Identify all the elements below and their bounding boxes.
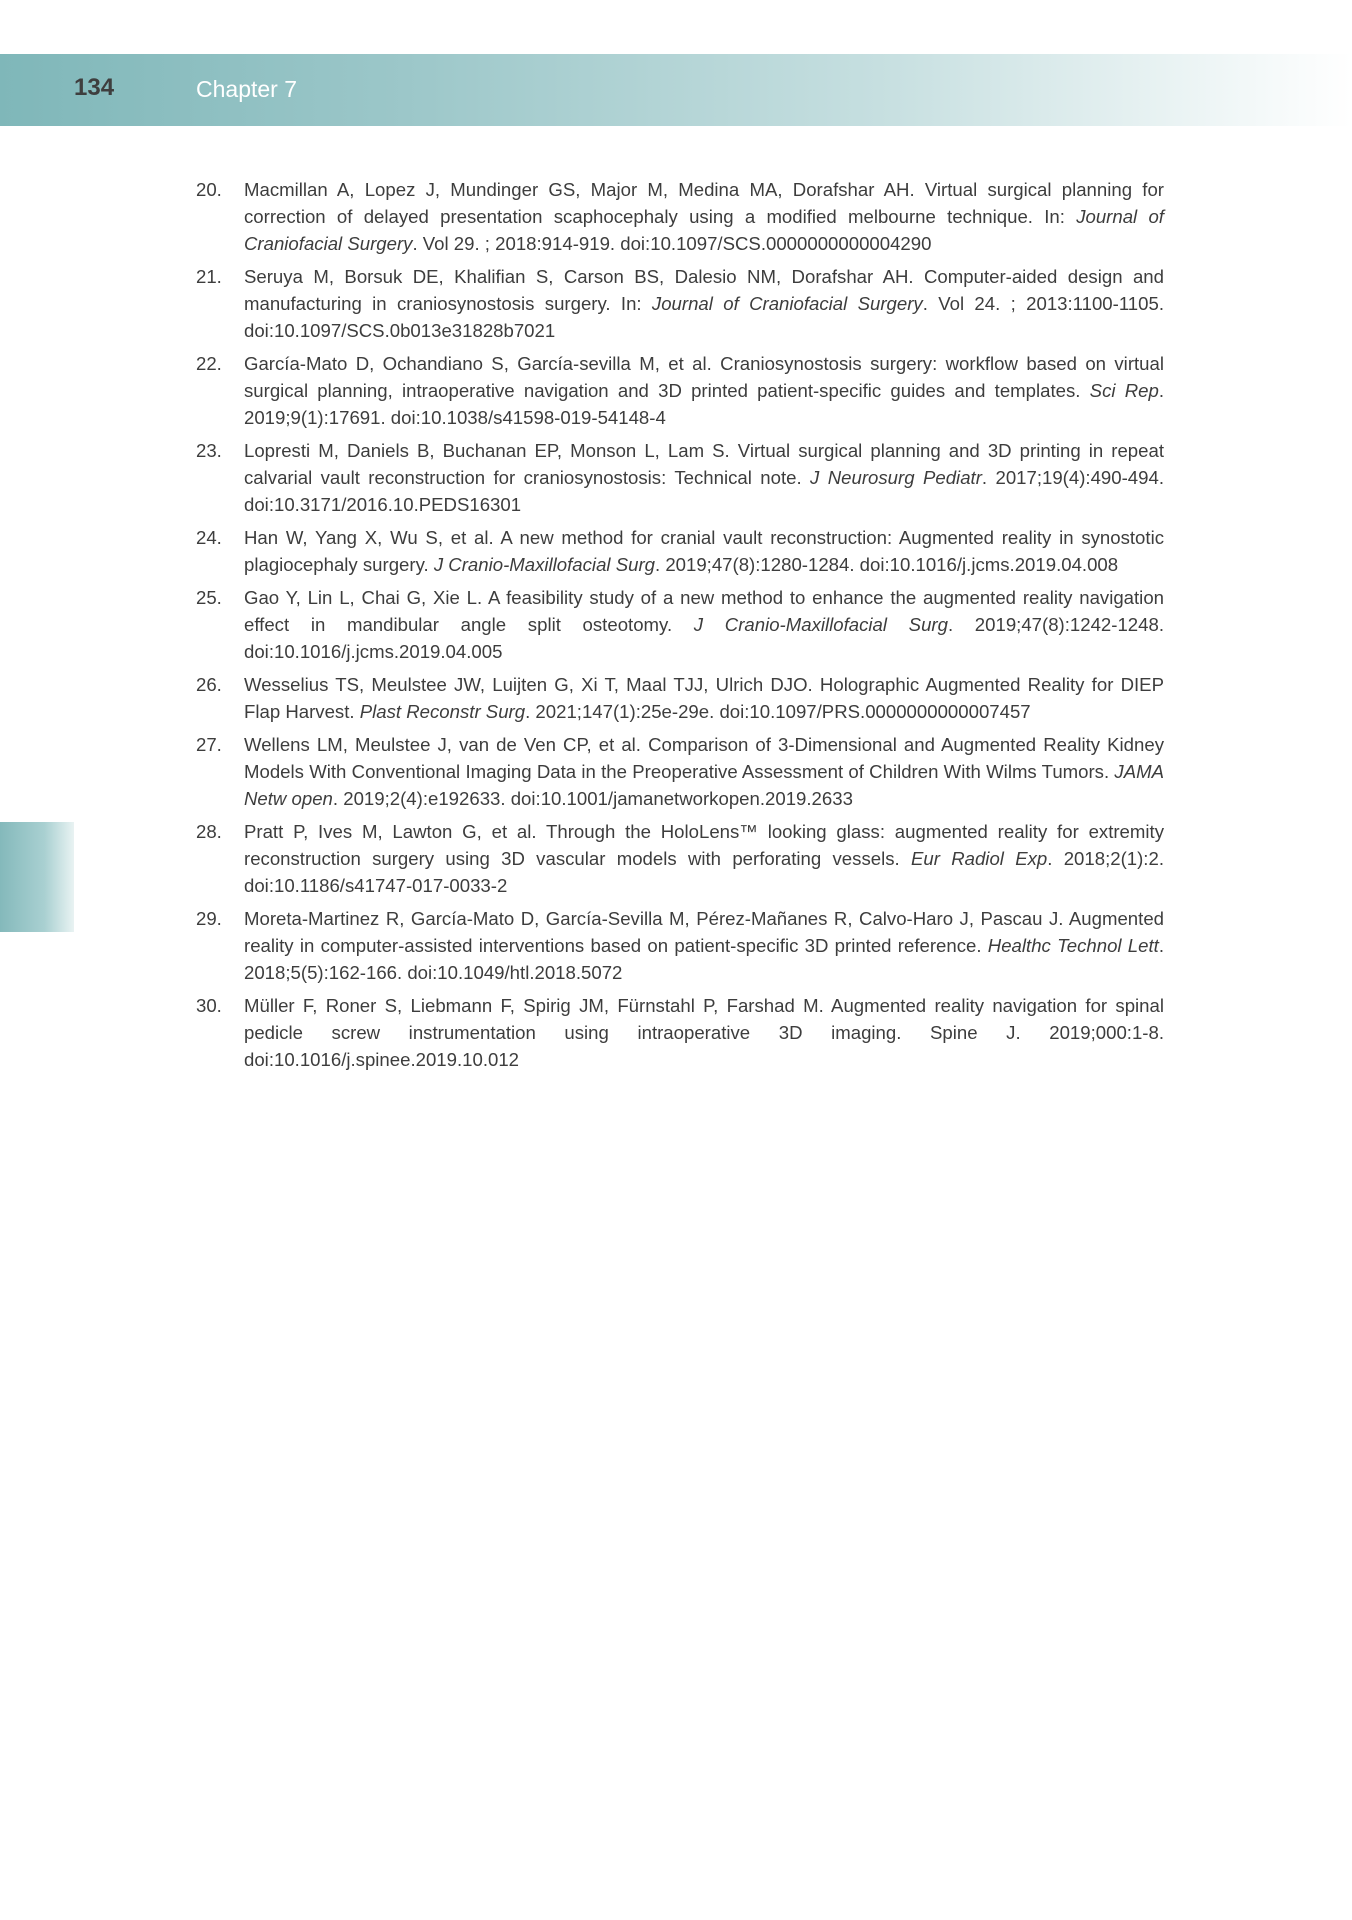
reference-journal: JAMA Netw open: [244, 761, 1164, 809]
reference-number: 29.: [196, 908, 222, 929]
reference-number: 27.: [196, 734, 222, 755]
reference-item: [196, 905, 1164, 986]
chapter-title: Chapter 7: [196, 76, 298, 102]
reference-journal: Journal of Craniofacial Surgery: [651, 293, 923, 314]
reference-item: [196, 176, 1164, 257]
reference-text: Wellens LM, Meulstee J, van de Ven CP, et al. Comparison of 3-Dimensional and Augmented Reality Kidney Models With Conventional Imaging Data in the Preoperative Assessment of Children With Wilms Tumors.: [244, 734, 1164, 782]
reference-details: . 2018;5(5):162-166. doi:10.1049/htl.2018.5072: [244, 935, 1164, 983]
reference-item: [196, 350, 1164, 431]
reference-item: [196, 992, 1164, 1073]
reference-text: Han W, Yang X, Wu S, et al. A new method for cranial vault reconstruction: Augmented reality in synostotic plagiocephaly surgery.: [244, 527, 1164, 575]
reference-list: [196, 176, 1164, 1079]
reference-item: [196, 263, 1164, 344]
reference-journal: Healthc Technol Lett: [987, 935, 1159, 956]
reference-journal: J Cranio-Maxillofacial Surg: [693, 614, 948, 635]
reference-details: . 2019;9(1):17691. doi:10.1038/s41598-019-54148-4: [244, 380, 1165, 428]
reference-journal: Plast Reconstr Surg: [359, 701, 526, 722]
reference-details: . 2019;47(8):1242-1248. doi:10.1016/j.jcms.2019.04.005: [244, 614, 1164, 662]
reference-journal: J Cranio-Maxillofacial Surg: [433, 554, 655, 575]
reference-text: Wesselius TS, Meulstee JW, Luijten G, Xi T, Maal TJJ, Ulrich DJO. Holographic Augmented Reality for DIEP Flap Harvest.: [244, 674, 1164, 722]
reference-text: Moreta-Martinez R, García-Mato D, García-Sevilla M, Pérez-Mañanes R, Calvo-Haro J, Pascau J. Augmented reality in computer-assisted interventions based on patient-specific 3D printed reference.: [244, 908, 1164, 956]
reference-details: . 2021;147(1):25e-29e. doi:10.1097/PRS.0000000000007457: [525, 701, 1031, 722]
reference-details: . Vol 29. ; 2018:914-919. doi:10.1097/SCS.0000000000004290: [412, 233, 932, 254]
reference-details: . 2019;2(4):e192633. doi:10.1001/jamanetworkopen.2019.2633: [332, 788, 853, 809]
page-number: 134: [74, 74, 115, 101]
reference-number: 24.: [196, 527, 222, 548]
reference-journal: J Neurosurg Pediatr: [810, 467, 982, 488]
reference-number: 30.: [196, 995, 222, 1016]
reference-text: Müller F, Roner S, Liebmann F, Spirig JM, Fürnstahl P, Farshad M. Augmented reality navigation for spinal pedicle screw instrumentation using intraoperative 3D imaging. Spine J. 2019;000:1-8. doi:10.1016/j.spinee.2019.10.012: [244, 995, 1164, 1070]
reference-details: . 2017;19(4):490-494. doi:10.3171/2016.10.PEDS16301: [244, 467, 1164, 515]
reference-number: 23.: [196, 440, 222, 461]
reference-number: 25.: [196, 587, 222, 608]
reference-number: 21.: [196, 266, 222, 287]
reference-text: Seruya M, Borsuk DE, Khalifian S, Carson BS, Dalesio NM, Dorafshar AH. Computer-aided design and manufacturing in craniosynostosis surgery. In:: [244, 266, 1164, 314]
reference-number: 28.: [196, 821, 222, 842]
reference-journal: Eur Radiol Exp: [910, 848, 1048, 869]
chapter-side-tab: [0, 822, 74, 932]
reference-details: . 2018;2(1):2. doi:10.1186/s41747-017-0033-2: [244, 848, 1164, 896]
reference-text: Gao Y, Lin L, Chai G, Xie L. A feasibility study of a new method to enhance the augmented reality navigation effect in mandibular angle split osteotomy.: [244, 587, 1164, 635]
reference-item: [196, 731, 1164, 812]
reference-text: Lopresti M, Daniels B, Buchanan EP, Monson L, Lam S. Virtual surgical planning and 3D printing in repeat calvarial vault reconstruction for craniosynostosis: Technical note.: [244, 440, 1164, 488]
reference-details: . 2019;47(8):1280-1284. doi:10.1016/j.jcms.2019.04.008: [654, 554, 1119, 575]
reference-item: [196, 671, 1164, 725]
reference-text: Macmillan A, Lopez J, Mundinger GS, Major M, Medina MA, Dorafshar AH. Virtual surgical planning for correction of delayed presentation scaphocephaly using a modified melbourne technique. In:: [244, 179, 1164, 227]
reference-details: . Vol 24. ; 2013:1100-1105. doi:10.1097/SCS.0b013e31828b7021: [244, 293, 1164, 341]
reference-number: 22.: [196, 353, 222, 374]
reference-number: 20.: [196, 179, 222, 200]
reference-item: [196, 584, 1164, 665]
reference-text: García-Mato D, Ochandiano S, García-sevilla M, et al. Craniosynostosis surgery: workflow based on virtual surgical planning, intraoperative navigation and 3D printed patient-specific guides and templates.: [244, 353, 1164, 401]
reference-item: [196, 818, 1164, 899]
reference-text: Pratt P, Ives M, Lawton G, et al. Through the HoloLens™ looking glass: augmented reality for extremity reconstruction surgery using 3D vascular models with perforating vessels.: [244, 821, 1164, 869]
reference-journal: Journal of Craniofacial Surgery: [244, 206, 1164, 254]
reference-item: [196, 437, 1164, 518]
reference-item: [196, 524, 1164, 578]
reference-journal: Sci Rep: [1089, 380, 1159, 401]
reference-number: 26.: [196, 674, 222, 695]
